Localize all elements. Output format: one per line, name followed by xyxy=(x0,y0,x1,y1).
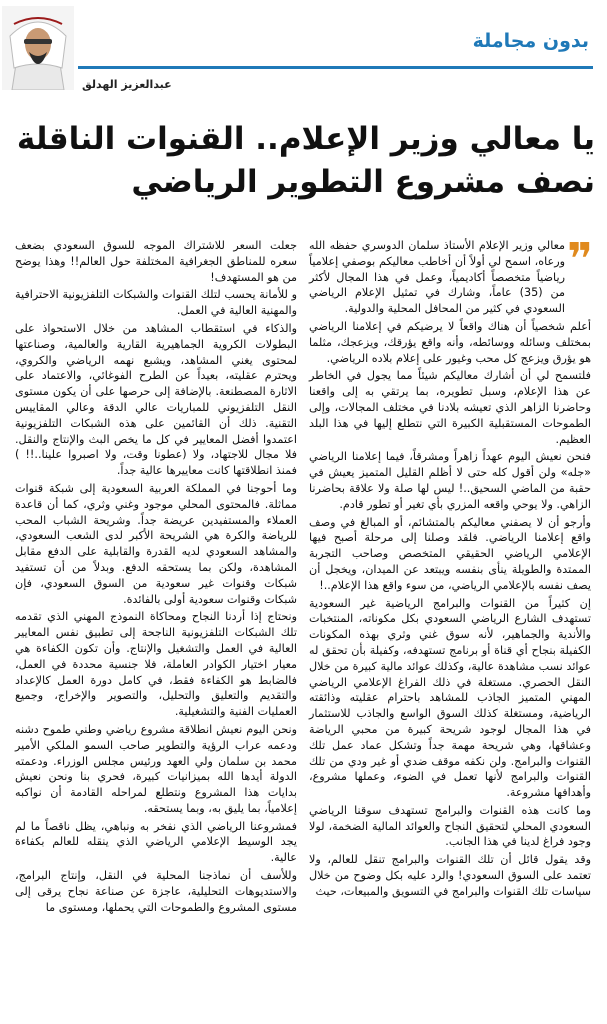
quote-mark-icon: ❞ xyxy=(567,234,593,285)
column-name: بدون مجاملة xyxy=(472,30,589,52)
header-rule xyxy=(78,66,593,69)
headline-line-1: يا معالي وزير الإعلام.. القنوات الناقلة xyxy=(16,121,595,157)
headline-line-2: نصف مشروع التطوير الرياضي xyxy=(131,164,595,200)
paragraph: فلتسمح لي أن أشارك معاليكم شيئاً مما يجول في الخاطر عن هذا الإعلام، وسبل تطويره، بما يرتقي به إلى واقعنا وحاضرنا الزاهر الذي تعيشه بلادنا في مختلف المجالات، وإلى الطموحات المستقبلية الكبيرة التي نتطلع إليها في هذا البلد العظيم. xyxy=(309,369,591,446)
paragraph: وللأسف أن نماذجنا المحلية في النقل، وإنتاج البرامج، والاستديوهات التحليلية، عاجزة عن صناعة نجاح يرقى إلى مستوى المشروع والطموحات التي يحملها، ومستوى ما xyxy=(15,869,297,914)
author-photo xyxy=(2,6,74,90)
paragraph: و للأمانة يحسب لتلك القنوات والشبكات التلفزيونية الاحترافية والمهنية العالية في العمل. xyxy=(15,288,297,318)
paragraph: فمشروعنا الرياضي الذي نفخر به ونباهي، يظل ناقصاً ما لم يجد الوسيط الإعلامي الرياضي الذي ينقله للعالم بكفاءة عالية. xyxy=(15,819,297,865)
headline xyxy=(12,118,595,204)
paragraph: أعلم شخصياً أن هناك واقعاً لا يرضيكم في إعلامنا الرياضي بمختلف وسائله ووسائطه، وأنه واقع يؤرقك، ويزعجك، مثلما هو يؤرق ويزعج كل محب وغيور على إعلام بلاده الرياضي. xyxy=(309,319,591,365)
paragraph: وأرجو أن لا يصفني معاليكم بالمتشائم، أو المبالغ في وصف واقع إعلامنا الرياضي. فلقد وصلنا إلى مرحلة أصبح فيها الإعلامي الرياضي الحقيقي المتخصص وصاحب التجربة الممتدة والطويلة ينأى بنفسه ويبتعد عن الميدان، ويخجل أن يصف نفسه بالإعلامي الرياضي، من سوء واقع هذا الإعلام..! xyxy=(309,515,591,592)
article-column-left xyxy=(15,238,297,917)
paragraph: والذكاء في استقطاب المشاهد من خلال الاستحواذ على البطولات الكروية الجماهيرية القارية والعالمية، وصناعتها لمحتوى يغني المشاهد، ويشبع نهمه الرياضي والكروي، ويحترم عقليته، بعيداً عن الطرح الفوغائي، والاعتماد على الاثارة المصطنعة. بالإضافة إلى حرصها على أن يكون مستوى النقل التلفزيوني للمباريات عالي الدقة وعالي المقاييس التقنية. ذلك أن القائمين على هذه الشبكات التلفزيونية اعتمدوا أفضل المعايير في كل ما يخص البث والإنتاج والنقل. فلا مجال للاجتهاد، ولا (عطونا وقت، ولا اصبروا علينا..!! ) فمنذ انطلاقتها كانت معاييرها عالية جداً. xyxy=(15,321,297,478)
paragraph: جعلت السعر للاشتراك الموجه للسوق السعودي بضعف سعره للمناطق الجغرافية المختلفة حول العالم!! وهذا يوضح من هو المستهدف! xyxy=(15,239,297,284)
paragraph: ونحتاج إذا أردنا النجاح ومحاكاة النموذج المهني الذي تقدمه تلك الشبكات التلفزيونية الناجحة إلى تطبيق نفس المعايير العالية في العمل والتشغيل والإنتاج. وأن تكون الكفاءة هي معيار اختيار الكوادر العاملة، فلا جنسية محددة في العمل، فالضابط هو الكفاءة فقط، في كامل دورة العمل كالإعداد والتقديم والتعليق والتحليل، والتصوير والإخراج، وجميع العمليات الفنية والتشغيلية. xyxy=(15,610,297,719)
paragraph: إن كثيراً من القنوات والبرامج الرياضية غير السعودية تستهدف الشارع الرياضي السعودي بكل مكوناته، المنتخبات والأندية والجماهير، لأنه سوق غني وثري بهذه المكونات الكفيلة بنجاح أي قناة أو برنامج تستهدفه، وكفيلة بأن تحقق له عوائد نسب مشاهدة عالية، وكذلك عوائد مالية كبيرة من خلال النقل الحصري. مستغلة في ذلك الفراغ الإعلامي الرياضي المهني المتميز الجاذب للمشاهد باحترام عقليته وذائقته الرياضية، ومستغلة كذلك السوق الواسع والجاذب للاستثمار في هذا المجال لوجود شريحة كبيرة من محبي الرياضة وعشاقها، وهي شريحة مهمة جداً وتشكل عماد عمل تلك القنوات والبرامج. ولن نكفه موقف ضدي أو غير ودي من تلك القنوات والبرامج لأنها تعمل في الضوء، وعملها مشروع، وأهدافها مشروعة. xyxy=(309,596,591,800)
paragraph: فنحن نعيش اليوم عهداً زاهراً ومشرقاً، فيما إعلامنا الرياضي «جله» ولن أقول كله حتى لا أظلم القليل المتميز يعيش في حقبة من الماضي السحيق..! ليس لها صلة ولا علاقة بحاضرنا الزاهي. ولا يوحي واقعه المزري بأي تغير أو تطور قادم. xyxy=(309,450,591,511)
column-header xyxy=(0,0,607,100)
paragraph: وما أحوجنا في المملكة العربية السعودية إلى شبكة قنوات مماثلة. فالمحتوى المحلي موجود وغني وثري، كما أن قاعدة العملاء والمستفيدين عريضة جداً. وشريحة الشباب المحب للرياضة والكرة هي الشريحة الأكبر لدى الشعب السعودي، والمشاهد السعودي لديه القدرة والقابلية على الدفع مقابل المشاهدة، ولكن بما يستحقه الدفع. وبدلاً من أن تستفيد شبكات وقنوات غير سعودية من السوق السعودي، فإن شبكات وقنوات سعودية أولى بالفائدة. xyxy=(15,481,297,606)
author-name: عبدالعزيز الهدلق xyxy=(82,78,172,91)
paragraph: وما كانت هذه القنوات والبرامج تستهدف سوقنا الرياضي السعودي المحلي لتحقيق النجاح والعوائد المالية الضخمة، لولا وجود فراغ لدينا في هذا الجانب. xyxy=(309,803,591,849)
article-column-right xyxy=(309,234,593,902)
paragraph: وقد يقول قائل أن تلك القنوات والبرامج تنقل للعالم، ولا تعتمد على السوق السعودي! والرد عليه بكل وضوح من خلال سياسات تلك القنوات والبرامج في التسويق والمبيعات، حيث xyxy=(309,853,591,898)
paragraph: معالي وزير الإعلام الأستاذ سلمان الدوسري حفظه الله ورعاه، اسمح لي أولاً أن أخاطب معاليكم بوصفي إعلامياً رياضياً متخصصاً أكاديمياً، وعمل في هذا المجال لأكثر من (35) عاماً، وشارك في تمثيل الإعلام الرياضي السعودي في كثير من المحافل المحلية والدولية. xyxy=(309,239,565,316)
paragraph: ونحن اليوم نعيش انطلاقة مشروع رياضي وطني طموح دشنه ودعمه عراب الرؤية والتطوير صاحب السمو الملكي الأمير محمد بن سلمان ولي العهد ورئيس مجلس الوزراء. ودعمته الدولة أيدها الله بميزانيات كبيرة، فحري بنا ونحن نعيش بدايات هذا المشروع ونتطلع لمراحله القادمة أن نواكبه إعلامياً، بما يليق به، وبما يستحقه. xyxy=(15,722,297,815)
